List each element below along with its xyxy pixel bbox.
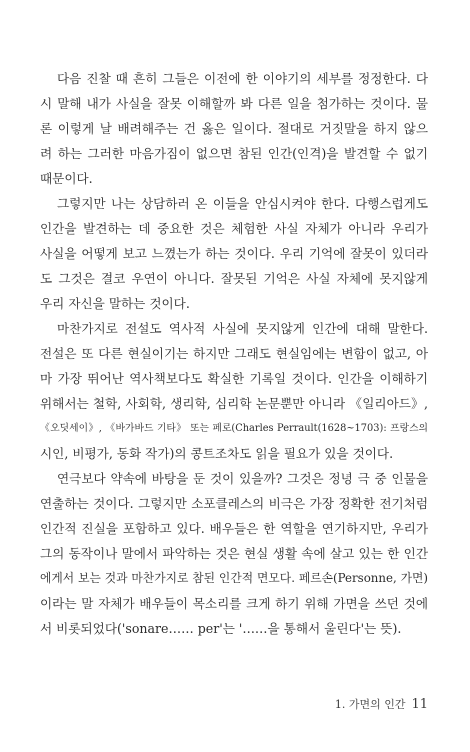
text-line: 위해서는 철학, 사회학, 생리학, 심리학 논문뿐만 아니라 《일리아드》, (40, 396, 428, 411)
text-line: 인간적 진실을 포함하고 있다. 배우들은 한 역할을 연기하지만, 우리가 (40, 521, 428, 536)
text-line: 서 비롯되었다('sonare…… per'는 '……을 통해서 울린다'는 뜻). (40, 621, 402, 636)
text-line: 마 가장 뛰어난 역사책보다도 확실한 기록일 것이다. 인간을 이해하기 (40, 371, 428, 386)
text-line: 마찬가지로 전설도 역사적 사실에 못지않게 인간에 대해 말한다. (57, 321, 428, 336)
text-line: 시인, 비평가, 동화 작가)의 콩트조차도 읽을 필요가 있을 것이다. (40, 446, 394, 461)
text-line: 때문이다. (40, 171, 93, 186)
text-line: 시 말해 내가 사실을 잘못 이해할까 봐 다른 일을 첨가하는 것이다. 물 (40, 96, 428, 111)
text-line: 에게서 보는 것과 마찬가지로 참된 인간적 면모다. 페르손(Personne, 가면) (40, 571, 428, 585)
text-line: 연극보다 약속에 바탕을 둔 것이 있을까? 그것은 정녕 극 중 인물을 (57, 471, 428, 486)
text-line: 도 그것은 결코 우연이 아니다. 잘못된 기억은 사실 자체에 못지않게 (40, 271, 428, 286)
text-line: 《오딧세이》, 《바가바드 기타》 또는 페로(Charles Perrault(1628~1703): 프랑스의 (40, 423, 428, 434)
text-line: 사실을 어떻게 보고 느꼈는가 하는 것이다. 우리 기억에 잘못이 있더라 (40, 246, 428, 261)
chapter-title: 1. 가면의 인간 (334, 698, 406, 711)
text-line: 인간을 발견하는 데 중요한 것은 체험한 사실 자체가 아니라 우리가 (40, 221, 428, 236)
text-line: 연출하는 것이다. 그렇지만 소포클레스의 비극은 가장 정확한 전기처럼 (40, 496, 428, 511)
text-line: 이라는 말 자체가 배우들이 목소리를 크게 하기 위해 가면을 쓰던 것에 (40, 596, 428, 611)
body-text (40, 66, 428, 641)
text-line: 그의 동작이나 말에서 파악하는 것은 현실 생활 속에 살고 있는 한 인간 (40, 546, 428, 561)
text-line: 려 하는 그러한 마음가짐이 없으면 참된 인간(인격)을 발견할 수 없기 (40, 146, 428, 161)
running-footer (300, 696, 428, 712)
text-line: 전설은 또 다른 현실이기는 하지만 그래도 현실임에는 변함이 없고, 아 (40, 346, 428, 361)
page-number: 11 (411, 697, 428, 712)
text-line: 그렇지만 나는 상담하러 온 이들을 안심시켜야 한다. 다행스럽게도 (57, 196, 428, 211)
text-line: 다음 진찰 때 흔히 그들은 이전에 한 이야기의 세부를 정정한다. 다 (57, 71, 428, 86)
text-line: 우리 자신을 말하는 것이다. (40, 296, 190, 311)
text-line: 론 이렇게 날 배려해주는 건 옳은 일이다. 절대로 거짓말을 하지 않으 (40, 121, 428, 136)
